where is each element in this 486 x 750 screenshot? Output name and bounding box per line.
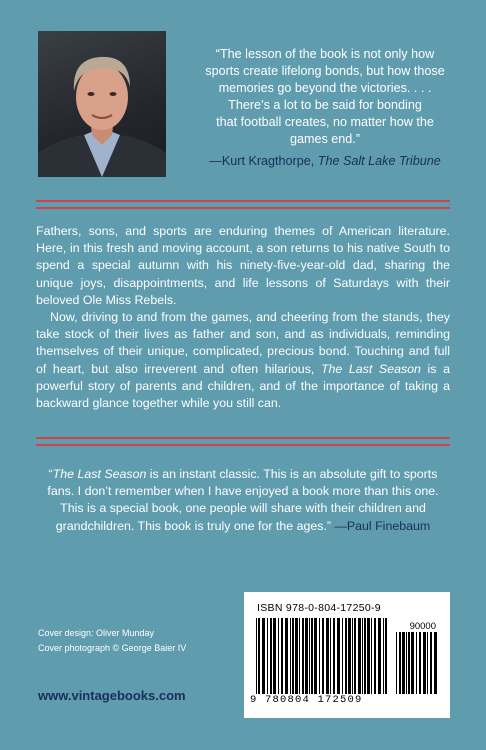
quote-line: There’s a lot to be said for bonding <box>228 98 422 112</box>
book-title: The Last Season <box>52 467 147 481</box>
quote-line: games end.” <box>289 132 360 146</box>
quote-attribution: —Paul Finebaum <box>334 518 431 533</box>
top-quote-attribution <box>186 153 464 170</box>
top-review-quote <box>186 46 464 148</box>
quote-line: that football creates, no matter how the <box>216 115 434 129</box>
ean-barcode <box>256 618 388 694</box>
publisher-website-link[interactable]: www.vintagebooks.com <box>38 688 186 703</box>
quote-text: is an instant classic. This is an absolute gift to sports fans. I don’t remember when I have enjoyed a book more than this one. This is a special book, one people will share with their children and grandchildren. This book is truly one for the ages.” <box>47 467 439 533</box>
author-photo <box>38 31 166 177</box>
description-paragraph: Fathers, sons, and sports are enduring themes of American literature. Here, in this fresh and moving account, a son returns to his native South to spend a special autumn with his ninety-five-year-old dad, sharing the unique joys, disappointments, and life lessons of Saturdays with their beloved Ole Miss Rebels. <box>36 224 450 307</box>
ean-digits: 9 780804 172509 <box>250 694 363 706</box>
photo-credit: Cover photograph © George Baier IV <box>38 643 187 653</box>
quote-line: sports create lifelong bonds, but how those <box>205 64 445 78</box>
price-code: 90000 <box>409 621 436 632</box>
bottom-review-quote <box>36 466 450 535</box>
barcode-box <box>244 592 450 718</box>
author-portrait-image <box>38 31 166 177</box>
attribution-source: The Salt Lake Tribune <box>317 154 441 168</box>
paragraph-text: is a powerful story of parents and children, and of the importance of taking a backward glance together while you still can. <box>36 361 450 411</box>
book-description <box>36 223 450 412</box>
isbn-label: ISBN 978-0-804-17250-9 <box>257 602 381 614</box>
open-quote: “ <box>48 467 53 481</box>
cover-credits <box>38 626 186 656</box>
design-credit: Cover design: Oliver Munday <box>38 628 155 638</box>
quote-line: memories go beyond the victories. . . . <box>218 81 432 95</box>
divider-rule-bottom <box>36 437 450 446</box>
attribution-name: —Kurt Kragthorpe, <box>209 154 318 168</box>
divider-rule-top <box>36 200 450 209</box>
book-title: The Last Season <box>320 361 421 376</box>
description-paragraph <box>36 309 450 412</box>
paragraph-text: Now, driving to and from the games, and cheering from the stands, they take stock of their lives as father and son, and as individuals, reminding themselves of their unique, complicated, precious bond. Touching and full of heart, but also irreverent and often hilarious, <box>36 310 450 376</box>
quote-line: “The lesson of the book is not only how <box>215 47 435 61</box>
price-barcode <box>396 632 438 694</box>
